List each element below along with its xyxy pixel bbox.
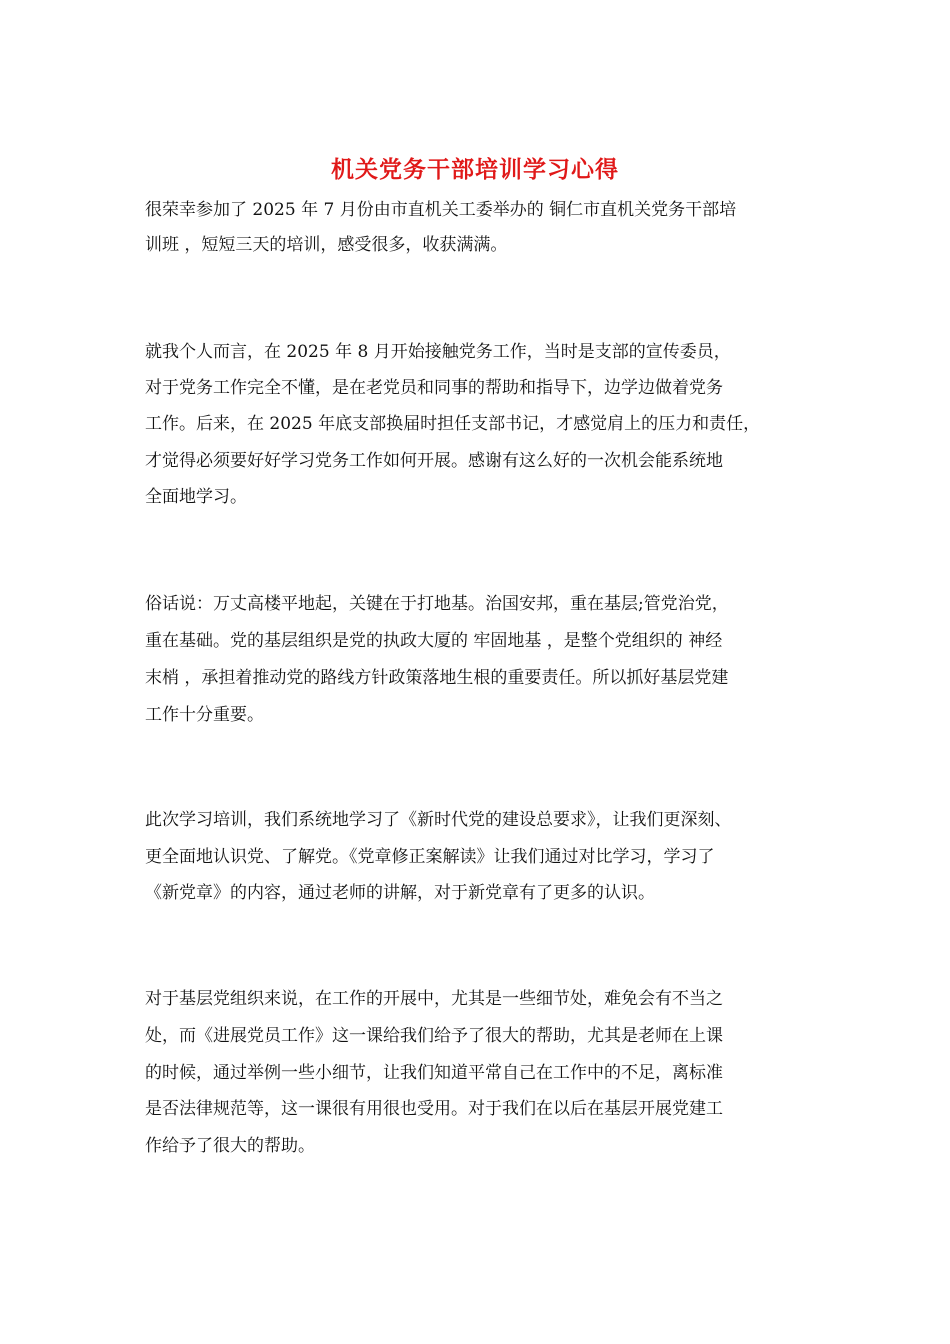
paragraph-1-line-1: 很荣幸参加了 2025 年 7 月份由市直机关工委举办的 铜仁市直机关党务干部培 — [145, 200, 737, 220]
paragraph-5-line-1: 对于基层党组织来说，在工作的开展中，尤其是一些细节处，难免会有不当之 — [145, 989, 723, 1009]
document-title: 机关党务干部培训学习心得 — [331, 156, 619, 183]
paragraph-5-line-2: 处，而《进展党员工作》这一课给我们给予了很大的帮助，尤其是老师在上课 — [145, 1026, 723, 1046]
paragraph-3-line-3: 末梢 ，承担着推动党的路线方针政策落地生根的重要责任。所以抓好基层党建 — [145, 668, 729, 688]
paragraph-2-line-5: 全面地学习。 — [145, 487, 247, 507]
paragraph-3-line-4: 工作十分重要。 — [145, 705, 264, 725]
paragraph-2-line-4: 才觉得必须要好好学习党务工作如何开展。感谢有这么好的一次机会能系统地 — [145, 451, 723, 471]
paragraph-4-line-2: 更全面地认识党、了解党。《党章修正案解读》让我们通过对比学习，学习了 — [145, 847, 715, 867]
paragraph-5-line-4: 是否法律规范等，这一课很有用很也受用。对于我们在以后在基层开展党建工 — [145, 1099, 723, 1119]
paragraph-4-line-3: 《新党章》的内容，通过老师的讲解，对于新党章有了更多的认识。 — [145, 883, 655, 903]
paragraph-2-line-1: 就我个人而言，在 2025 年 8 月开始接触党务工作，当时是支部的宣传委员， — [145, 342, 731, 362]
paragraph-3-line-1: 俗话说：万丈高楼平地起，关键在于打地基。治国安邦，重在基层;管党治党， — [145, 594, 729, 614]
paragraph-4-line-1: 此次学习培训，我们系统地学习了《新时代党的建设总要求》，让我们更深刻、 — [145, 810, 732, 830]
paragraph-5-line-3: 的时候，通过举例一些小细节，让我们知道平常自己在工作中的不足，离标准 — [145, 1063, 723, 1083]
paragraph-3-line-2: 重在基础。党的基层组织是党的执政大厦的 牢固地基 ，是整个党组织的 神经 — [145, 631, 723, 651]
paragraph-1-line-2: 训班 ，短短三天的培训，感受很多，收获满满。 — [145, 235, 508, 255]
paragraph-2-line-2: 对于党务工作完全不懂，是在老党员和同事的帮助和指导下，边学边做着党务 — [145, 378, 723, 398]
paragraph-2-line-3: 工作。后来，在 2025 年底支部换届时担任支部书记，才感觉肩上的压力和责任， — [145, 414, 761, 434]
paragraph-5-line-5: 作给予了很大的帮助。 — [145, 1136, 315, 1156]
